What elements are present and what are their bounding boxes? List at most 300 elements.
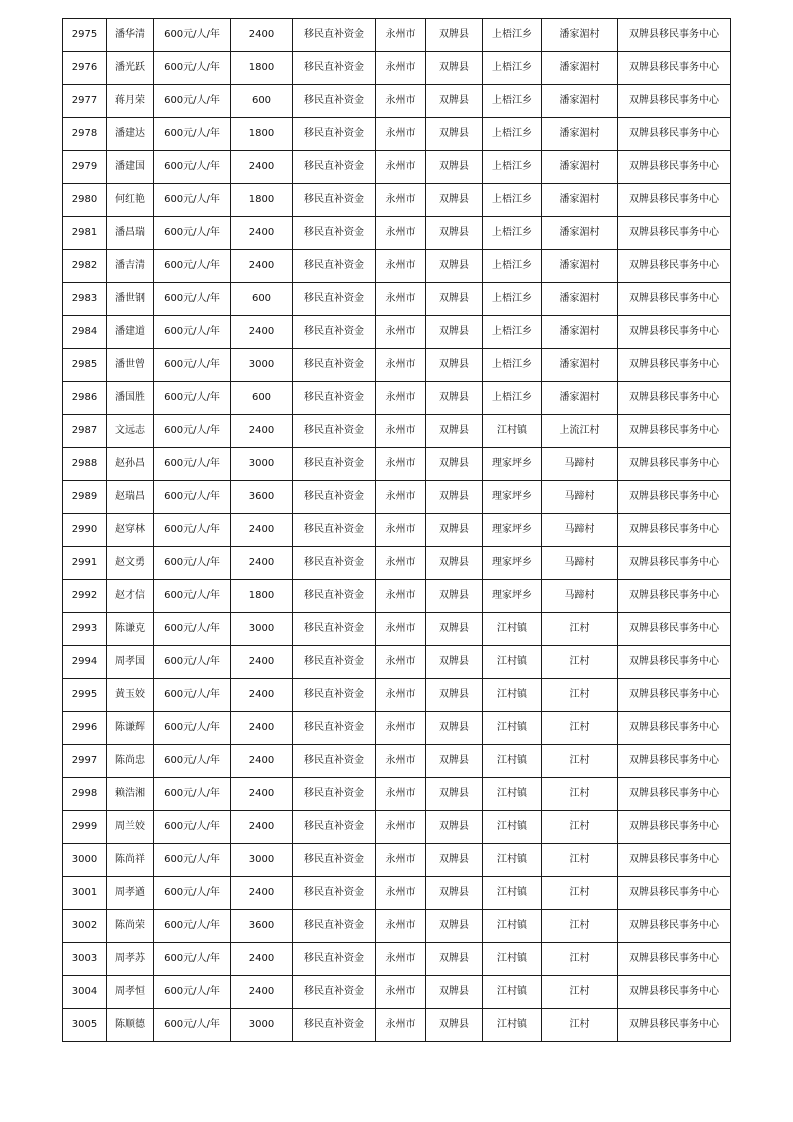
issuing-agency-cell: 双牌县移民事务中心 [618,250,731,283]
township-cell: 上梧江乡 [483,283,542,316]
recipient-name-cell: 陈谦辉 [107,712,154,745]
recipient-name-cell: 陈尚忠 [107,745,154,778]
table-row [63,976,731,1009]
recipient-name-cell: 潘光跃 [107,52,154,85]
township-cell: 理家坪乡 [483,514,542,547]
amount-cell: 1800 [231,52,293,85]
village-cell: 江村 [542,679,618,712]
recipient-name-cell: 周兰姣 [107,811,154,844]
county-cell: 双牌县 [426,184,483,217]
amount-cell: 2400 [231,646,293,679]
subsidy-standard-cell: 600元/人/年 [154,811,231,844]
township-cell: 上梧江乡 [483,349,542,382]
fund-type-cell: 移民直补资金 [293,679,376,712]
village-cell: 江村 [542,646,618,679]
serial-number-cell: 2985 [63,349,107,382]
issuing-agency-cell: 双牌县移民事务中心 [618,646,731,679]
issuing-agency-cell: 双牌县移民事务中心 [618,877,731,910]
city-cell: 永州市 [376,844,426,877]
subsidy-standard-cell: 600元/人/年 [154,877,231,910]
county-cell: 双牌县 [426,1009,483,1042]
fund-type-cell: 移民直补资金 [293,976,376,1009]
recipient-name-cell: 赵文勇 [107,547,154,580]
recipient-name-cell: 黄玉姣 [107,679,154,712]
city-cell: 永州市 [376,547,426,580]
table-row [63,448,731,481]
county-cell: 双牌县 [426,52,483,85]
fund-type-cell: 移民直补资金 [293,481,376,514]
fund-type-cell: 移民直补资金 [293,844,376,877]
amount-cell: 2400 [231,547,293,580]
amount-cell: 2400 [231,217,293,250]
city-cell: 永州市 [376,778,426,811]
village-cell: 江村 [542,877,618,910]
amount-cell: 2400 [231,745,293,778]
fund-type-cell: 移民直补资金 [293,943,376,976]
city-cell: 永州市 [376,514,426,547]
issuing-agency-cell: 双牌县移民事务中心 [618,910,731,943]
table-row [63,943,731,976]
table-row [63,118,731,151]
city-cell: 永州市 [376,52,426,85]
serial-number-cell: 2977 [63,85,107,118]
village-cell: 江村 [542,811,618,844]
table-row [63,415,731,448]
county-cell: 双牌县 [426,910,483,943]
serial-number-cell: 2983 [63,283,107,316]
township-cell: 上梧江乡 [483,85,542,118]
township-cell: 江村镇 [483,811,542,844]
city-cell: 永州市 [376,316,426,349]
subsidy-standard-cell: 600元/人/年 [154,976,231,1009]
amount-cell: 3000 [231,349,293,382]
township-cell: 上梧江乡 [483,217,542,250]
city-cell: 永州市 [376,250,426,283]
subsidy-standard-cell: 600元/人/年 [154,448,231,481]
city-cell: 永州市 [376,283,426,316]
city-cell: 永州市 [376,811,426,844]
recipient-name-cell: 何红艳 [107,184,154,217]
township-cell: 上梧江乡 [483,19,542,52]
serial-number-cell: 2982 [63,250,107,283]
county-cell: 双牌县 [426,613,483,646]
village-cell: 潘家湄村 [542,85,618,118]
table-row [63,514,731,547]
fund-type-cell: 移民直补资金 [293,382,376,415]
city-cell: 永州市 [376,943,426,976]
serial-number-cell: 2989 [63,481,107,514]
table-row [63,349,731,382]
fund-type-cell: 移民直补资金 [293,778,376,811]
subsidy-standard-cell: 600元/人/年 [154,184,231,217]
recipient-name-cell: 潘世钢 [107,283,154,316]
issuing-agency-cell: 双牌县移民事务中心 [618,448,731,481]
table-row [63,283,731,316]
issuing-agency-cell: 双牌县移民事务中心 [618,382,731,415]
village-cell: 江村 [542,613,618,646]
issuing-agency-cell: 双牌县移民事务中心 [618,184,731,217]
village-cell: 潘家湄村 [542,283,618,316]
amount-cell: 2400 [231,250,293,283]
table-row [63,745,731,778]
subsidy-standard-cell: 600元/人/年 [154,151,231,184]
village-cell: 江村 [542,844,618,877]
city-cell: 永州市 [376,1009,426,1042]
county-cell: 双牌县 [426,151,483,184]
table-row [63,151,731,184]
village-cell: 潘家湄村 [542,349,618,382]
recipient-name-cell: 陈顺德 [107,1009,154,1042]
amount-cell: 600 [231,283,293,316]
recipient-name-cell: 赵穿林 [107,514,154,547]
issuing-agency-cell: 双牌县移民事务中心 [618,316,731,349]
village-cell: 潘家湄村 [542,382,618,415]
city-cell: 永州市 [376,415,426,448]
fund-type-cell: 移民直补资金 [293,877,376,910]
recipient-name-cell: 文远志 [107,415,154,448]
subsidy-standard-cell: 600元/人/年 [154,283,231,316]
village-cell: 潘家湄村 [542,19,618,52]
township-cell: 理家坪乡 [483,448,542,481]
township-cell: 江村镇 [483,415,542,448]
table-row [63,184,731,217]
amount-cell: 600 [231,85,293,118]
township-cell: 江村镇 [483,712,542,745]
subsidy-standard-cell: 600元/人/年 [154,217,231,250]
serial-number-cell: 2987 [63,415,107,448]
fund-type-cell: 移民直补资金 [293,217,376,250]
township-cell: 江村镇 [483,877,542,910]
county-cell: 双牌县 [426,943,483,976]
amount-cell: 3000 [231,1009,293,1042]
subsidy-standard-cell: 600元/人/年 [154,844,231,877]
city-cell: 永州市 [376,85,426,118]
subsidy-standard-cell: 600元/人/年 [154,481,231,514]
county-cell: 双牌县 [426,118,483,151]
county-cell: 双牌县 [426,580,483,613]
city-cell: 永州市 [376,613,426,646]
amount-cell: 3000 [231,448,293,481]
county-cell: 双牌县 [426,349,483,382]
county-cell: 双牌县 [426,844,483,877]
amount-cell: 2400 [231,415,293,448]
subsidy-standard-cell: 600元/人/年 [154,943,231,976]
village-cell: 潘家湄村 [542,316,618,349]
fund-type-cell: 移民直补资金 [293,19,376,52]
recipient-name-cell: 潘国胜 [107,382,154,415]
fund-type-cell: 移民直补资金 [293,745,376,778]
subsidy-standard-cell: 600元/人/年 [154,85,231,118]
county-cell: 双牌县 [426,481,483,514]
township-cell: 上梧江乡 [483,382,542,415]
serial-number-cell: 3002 [63,910,107,943]
serial-number-cell: 2990 [63,514,107,547]
recipient-name-cell: 陈尚祥 [107,844,154,877]
subsidy-standard-cell: 600元/人/年 [154,712,231,745]
township-cell: 江村镇 [483,613,542,646]
village-cell: 马蹄村 [542,514,618,547]
table-row [63,679,731,712]
table-row [63,547,731,580]
serial-number-cell: 2997 [63,745,107,778]
amount-cell: 2400 [231,712,293,745]
issuing-agency-cell: 双牌县移民事务中心 [618,217,731,250]
fund-type-cell: 移民直补资金 [293,910,376,943]
township-cell: 理家坪乡 [483,547,542,580]
county-cell: 双牌县 [426,514,483,547]
recipient-name-cell: 潘吉清 [107,250,154,283]
roster-body [63,19,731,1042]
recipient-name-cell: 潘昌瑞 [107,217,154,250]
fund-type-cell: 移民直补资金 [293,811,376,844]
serial-number-cell: 3004 [63,976,107,1009]
village-cell: 江村 [542,1009,618,1042]
county-cell: 双牌县 [426,679,483,712]
amount-cell: 2400 [231,778,293,811]
table-row [63,910,731,943]
issuing-agency-cell: 双牌县移民事务中心 [618,52,731,85]
table-row [63,877,731,910]
table-row [63,382,731,415]
village-cell: 潘家湄村 [542,250,618,283]
subsidy-standard-cell: 600元/人/年 [154,778,231,811]
table-row [63,316,731,349]
village-cell: 江村 [542,943,618,976]
subsidy-standard-cell: 600元/人/年 [154,646,231,679]
village-cell: 马蹄村 [542,481,618,514]
recipient-name-cell: 周孝恒 [107,976,154,1009]
fund-type-cell: 移民直补资金 [293,646,376,679]
city-cell: 永州市 [376,118,426,151]
city-cell: 永州市 [376,712,426,745]
township-cell: 上梧江乡 [483,250,542,283]
issuing-agency-cell: 双牌县移民事务中心 [618,613,731,646]
table-row [63,580,731,613]
village-cell: 马蹄村 [542,547,618,580]
township-cell: 江村镇 [483,910,542,943]
issuing-agency-cell: 双牌县移民事务中心 [618,514,731,547]
township-cell: 上梧江乡 [483,184,542,217]
serial-number-cell: 2998 [63,778,107,811]
city-cell: 永州市 [376,580,426,613]
issuing-agency-cell: 双牌县移民事务中心 [618,712,731,745]
issuing-agency-cell: 双牌县移民事务中心 [618,283,731,316]
table-row [63,250,731,283]
table-row [63,811,731,844]
table-row [63,19,731,52]
serial-number-cell: 2996 [63,712,107,745]
county-cell: 双牌县 [426,316,483,349]
subsidy-standard-cell: 600元/人/年 [154,514,231,547]
serial-number-cell: 2988 [63,448,107,481]
issuing-agency-cell: 双牌县移民事务中心 [618,118,731,151]
city-cell: 永州市 [376,910,426,943]
recipient-name-cell: 潘建道 [107,316,154,349]
table-row [63,481,731,514]
recipient-name-cell: 赵孙昌 [107,448,154,481]
county-cell: 双牌县 [426,283,483,316]
city-cell: 永州市 [376,646,426,679]
subsidy-standard-cell: 600元/人/年 [154,580,231,613]
issuing-agency-cell: 双牌县移民事务中心 [618,349,731,382]
subsidy-standard-cell: 600元/人/年 [154,316,231,349]
serial-number-cell: 2975 [63,19,107,52]
county-cell: 双牌县 [426,745,483,778]
village-cell: 江村 [542,976,618,1009]
county-cell: 双牌县 [426,19,483,52]
recipient-name-cell: 潘建国 [107,151,154,184]
subsidy-standard-cell: 600元/人/年 [154,52,231,85]
county-cell: 双牌县 [426,976,483,1009]
table-row [63,85,731,118]
recipient-name-cell: 赖浩湘 [107,778,154,811]
fund-type-cell: 移民直补资金 [293,448,376,481]
serial-number-cell: 2992 [63,580,107,613]
township-cell: 江村镇 [483,778,542,811]
table-row [63,52,731,85]
township-cell: 江村镇 [483,745,542,778]
amount-cell: 600 [231,382,293,415]
fund-type-cell: 移民直补资金 [293,184,376,217]
subsidy-roster-table [62,18,731,1042]
city-cell: 永州市 [376,679,426,712]
county-cell: 双牌县 [426,877,483,910]
village-cell: 上流江村 [542,415,618,448]
amount-cell: 2400 [231,679,293,712]
village-cell: 马蹄村 [542,448,618,481]
issuing-agency-cell: 双牌县移民事务中心 [618,1009,731,1042]
issuing-agency-cell: 双牌县移民事务中心 [618,19,731,52]
amount-cell: 1800 [231,184,293,217]
recipient-name-cell: 潘建达 [107,118,154,151]
fund-type-cell: 移民直补资金 [293,52,376,85]
township-cell: 理家坪乡 [483,580,542,613]
recipient-name-cell: 蒋月荣 [107,85,154,118]
fund-type-cell: 移民直补资金 [293,712,376,745]
township-cell: 上梧江乡 [483,118,542,151]
city-cell: 永州市 [376,976,426,1009]
recipient-name-cell: 赵瑞昌 [107,481,154,514]
city-cell: 永州市 [376,349,426,382]
recipient-name-cell: 周孝遒 [107,877,154,910]
amount-cell: 3000 [231,613,293,646]
amount-cell: 2400 [231,943,293,976]
issuing-agency-cell: 双牌县移民事务中心 [618,976,731,1009]
county-cell: 双牌县 [426,778,483,811]
village-cell: 潘家湄村 [542,151,618,184]
amount-cell: 3000 [231,844,293,877]
issuing-agency-cell: 双牌县移民事务中心 [618,778,731,811]
subsidy-standard-cell: 600元/人/年 [154,613,231,646]
fund-type-cell: 移民直补资金 [293,283,376,316]
issuing-agency-cell: 双牌县移民事务中心 [618,547,731,580]
subsidy-standard-cell: 600元/人/年 [154,547,231,580]
amount-cell: 2400 [231,877,293,910]
city-cell: 永州市 [376,19,426,52]
recipient-name-cell: 周孝国 [107,646,154,679]
table-row [63,712,731,745]
county-cell: 双牌县 [426,811,483,844]
serial-number-cell: 2999 [63,811,107,844]
issuing-agency-cell: 双牌县移民事务中心 [618,415,731,448]
amount-cell: 3600 [231,910,293,943]
subsidy-standard-cell: 600元/人/年 [154,250,231,283]
amount-cell: 2400 [231,811,293,844]
county-cell: 双牌县 [426,85,483,118]
village-cell: 潘家湄村 [542,184,618,217]
issuing-agency-cell: 双牌县移民事务中心 [618,844,731,877]
issuing-agency-cell: 双牌县移民事务中心 [618,811,731,844]
village-cell: 江村 [542,778,618,811]
subsidy-standard-cell: 600元/人/年 [154,910,231,943]
city-cell: 永州市 [376,382,426,415]
serial-number-cell: 3000 [63,844,107,877]
township-cell: 江村镇 [483,943,542,976]
township-cell: 上梧江乡 [483,52,542,85]
table-row [63,217,731,250]
village-cell: 江村 [542,712,618,745]
fund-type-cell: 移民直补资金 [293,349,376,382]
serial-number-cell: 3001 [63,877,107,910]
township-cell: 江村镇 [483,679,542,712]
township-cell: 江村镇 [483,1009,542,1042]
serial-number-cell: 2979 [63,151,107,184]
issuing-agency-cell: 双牌县移民事务中心 [618,85,731,118]
recipient-name-cell: 周孝苏 [107,943,154,976]
village-cell: 江村 [542,745,618,778]
serial-number-cell: 2980 [63,184,107,217]
city-cell: 永州市 [376,217,426,250]
subsidy-standard-cell: 600元/人/年 [154,745,231,778]
serial-number-cell: 2984 [63,316,107,349]
issuing-agency-cell: 双牌县移民事务中心 [618,580,731,613]
table-row [63,613,731,646]
county-cell: 双牌县 [426,250,483,283]
issuing-agency-cell: 双牌县移民事务中心 [618,679,731,712]
township-cell: 江村镇 [483,844,542,877]
serial-number-cell: 3005 [63,1009,107,1042]
table-row [63,844,731,877]
table-row [63,778,731,811]
subsidy-standard-cell: 600元/人/年 [154,679,231,712]
village-cell: 江村 [542,910,618,943]
fund-type-cell: 移民直补资金 [293,580,376,613]
fund-type-cell: 移民直补资金 [293,547,376,580]
fund-type-cell: 移民直补资金 [293,250,376,283]
serial-number-cell: 2993 [63,613,107,646]
subsidy-standard-cell: 600元/人/年 [154,118,231,151]
issuing-agency-cell: 双牌县移民事务中心 [618,745,731,778]
county-cell: 双牌县 [426,547,483,580]
county-cell: 双牌县 [426,646,483,679]
recipient-name-cell: 陈谦克 [107,613,154,646]
township-cell: 江村镇 [483,646,542,679]
serial-number-cell: 2981 [63,217,107,250]
subsidy-standard-cell: 600元/人/年 [154,415,231,448]
village-cell: 潘家湄村 [542,217,618,250]
county-cell: 双牌县 [426,217,483,250]
amount-cell: 2400 [231,316,293,349]
table-row [63,1009,731,1042]
issuing-agency-cell: 双牌县移民事务中心 [618,943,731,976]
city-cell: 永州市 [376,184,426,217]
township-cell: 上梧江乡 [483,316,542,349]
serial-number-cell: 2976 [63,52,107,85]
amount-cell: 2400 [231,976,293,1009]
fund-type-cell: 移民直补资金 [293,118,376,151]
subsidy-standard-cell: 600元/人/年 [154,349,231,382]
township-cell: 江村镇 [483,976,542,1009]
